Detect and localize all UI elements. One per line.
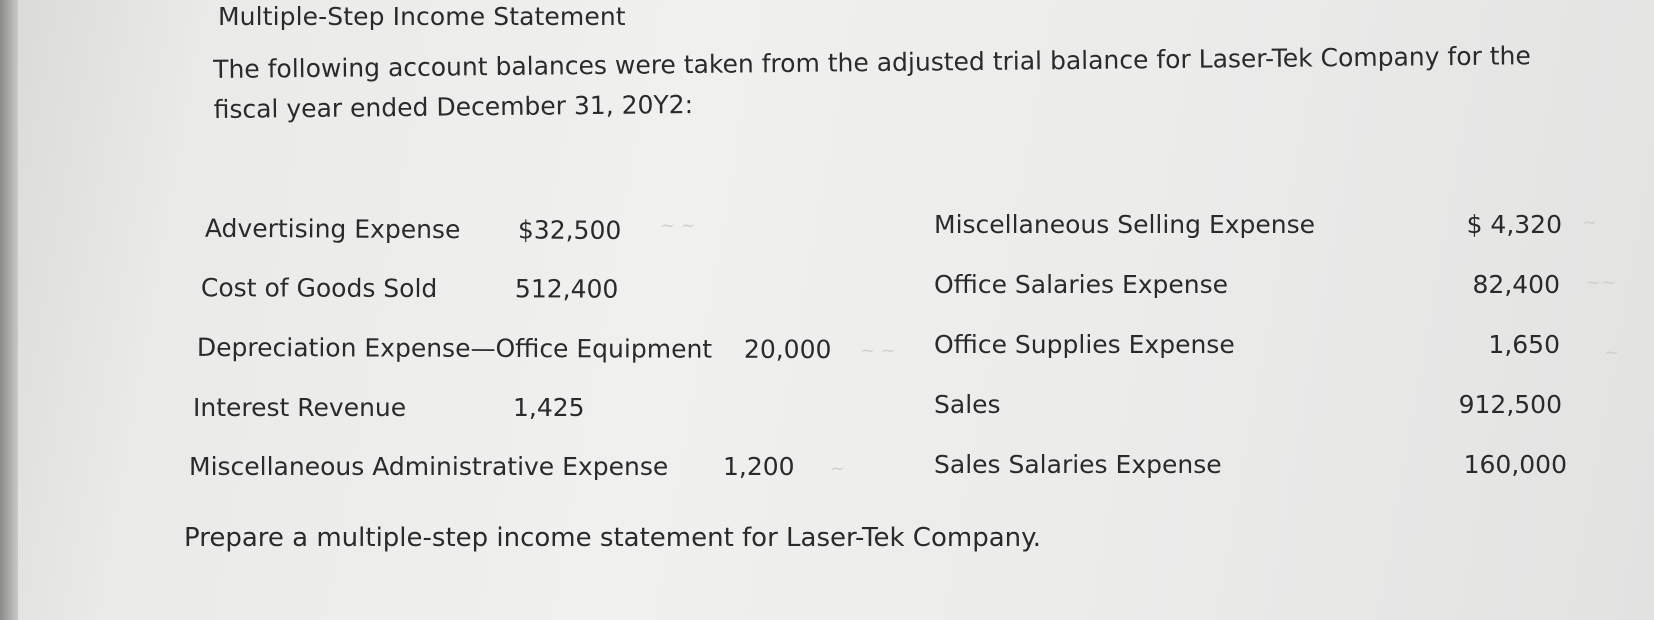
account-row	[196, 332, 837, 365]
account-label: Depreciation Expense—Office Equipment	[196, 332, 713, 364]
account-label: Sales Salaries Expense	[934, 450, 1222, 479]
instruction-text: Prepare a multiple-step income statement for Laser-Tek Company.	[184, 523, 1042, 553]
account-label: Advertising Expense	[204, 213, 461, 245]
bleed-through-mark: ~	[1582, 212, 1598, 233]
page-edge-shadow	[0, 0, 18, 620]
account-amount: 82,400	[1472, 270, 1560, 299]
account-label: Miscellaneous Selling Expense	[934, 210, 1316, 239]
account-amount: 160,000	[1463, 450, 1567, 479]
account-label: Miscellaneous Administrative Expense	[189, 452, 669, 481]
bleed-through-mark: ~	[1604, 342, 1620, 363]
account-amount: 912,500	[1458, 390, 1562, 419]
account-label: Sales	[934, 390, 1001, 419]
account-row	[200, 273, 661, 304]
intro-paragraph: The following account balances were taken from the adjusted trial balance for Laser-Tek Company for the fiscal year ended December 31, 20Y2:	[213, 41, 1531, 124]
account-label: Office Supplies Expense	[934, 330, 1235, 359]
bleed-through-mark: ~~	[1586, 272, 1617, 293]
bleed-through-mark: ~ ~	[860, 340, 896, 361]
account-amount: $ 4,320	[1466, 210, 1562, 239]
account-amount: 1,425	[513, 393, 585, 422]
page-title: Multiple-Step Income Statement	[218, 2, 626, 31]
account-label: Cost of Goods Sold	[200, 273, 438, 304]
account-amount: 1,650	[1488, 330, 1560, 359]
account-amount: $32,500	[517, 215, 622, 245]
bleed-through-mark: ~	[830, 458, 846, 479]
account-amount: 512,400	[514, 274, 619, 304]
account-amount: 1,200	[723, 452, 795, 481]
account-label: Office Salaries Expense	[934, 270, 1229, 299]
account-row	[204, 213, 665, 245]
account-label: Interest Revenue	[193, 393, 407, 422]
bleed-through-mark: ~ ~	[660, 215, 696, 236]
account-amount: 20,000	[743, 334, 832, 365]
